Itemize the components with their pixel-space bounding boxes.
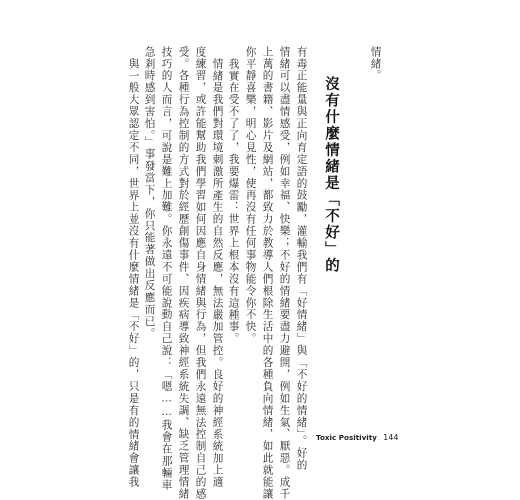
footer-page-number: 144 (383, 433, 399, 442)
body-column: 受。各種行為控制的方式對於經歷創傷事件、因疾病導致神經系統失調、缺乏管理情緒 (177, 46, 190, 500)
body-column: 我實在受不了了，我要爆雷：世界上根本沒有這種事。 (227, 58, 240, 345)
body-column: 度練習，或許能幫助我們學習如何因應自身情緒與行為，但我們永遠無法控制自己的感 (194, 46, 207, 500)
body-column: 急剎時感到害怕。」事發當下，你只能著做出反應而已。 (143, 46, 156, 340)
body-column: 你平靜喜樂，明心見性，使再沒有任何事物能令你不快。 (244, 46, 257, 345)
body-column: 技巧的人而言，可說是難上加難。你永遠不可能說動自己說：「嗯……我會在那輛車 (160, 46, 173, 491)
page-footer (316, 433, 398, 442)
footer-book-title: Toxic Positivity (316, 433, 377, 442)
intro-line: 情緒。 (369, 46, 382, 82)
body-column: 情緒可以盡情感受，例如幸福、快樂；不好的情緒要盡力避開，例如生氣、厭惡。成千 (278, 46, 291, 500)
body-column: 與一般大眾認定不同，世界上並沒有什麼情緒是「不好」的，只是有的情緒會讓我 (127, 58, 140, 489)
body-column: 有毒正能量與正向育定語的鼓勵，灌輸我們有「好情緒」與「不好的情緒」。好的 (295, 46, 308, 471)
body-column: 上萬的書籍、影片及網站，都致力於教導人們根除生活中的各種負向情緒，如此就能讓 (261, 46, 274, 500)
body-column: 情緒是我們對環境刺激所產生的自然反應，無法嚴加管控。良好的神經系統加上適 (211, 58, 224, 489)
section-heading: 沒有什麼情緒是「不好」的 (323, 76, 339, 274)
